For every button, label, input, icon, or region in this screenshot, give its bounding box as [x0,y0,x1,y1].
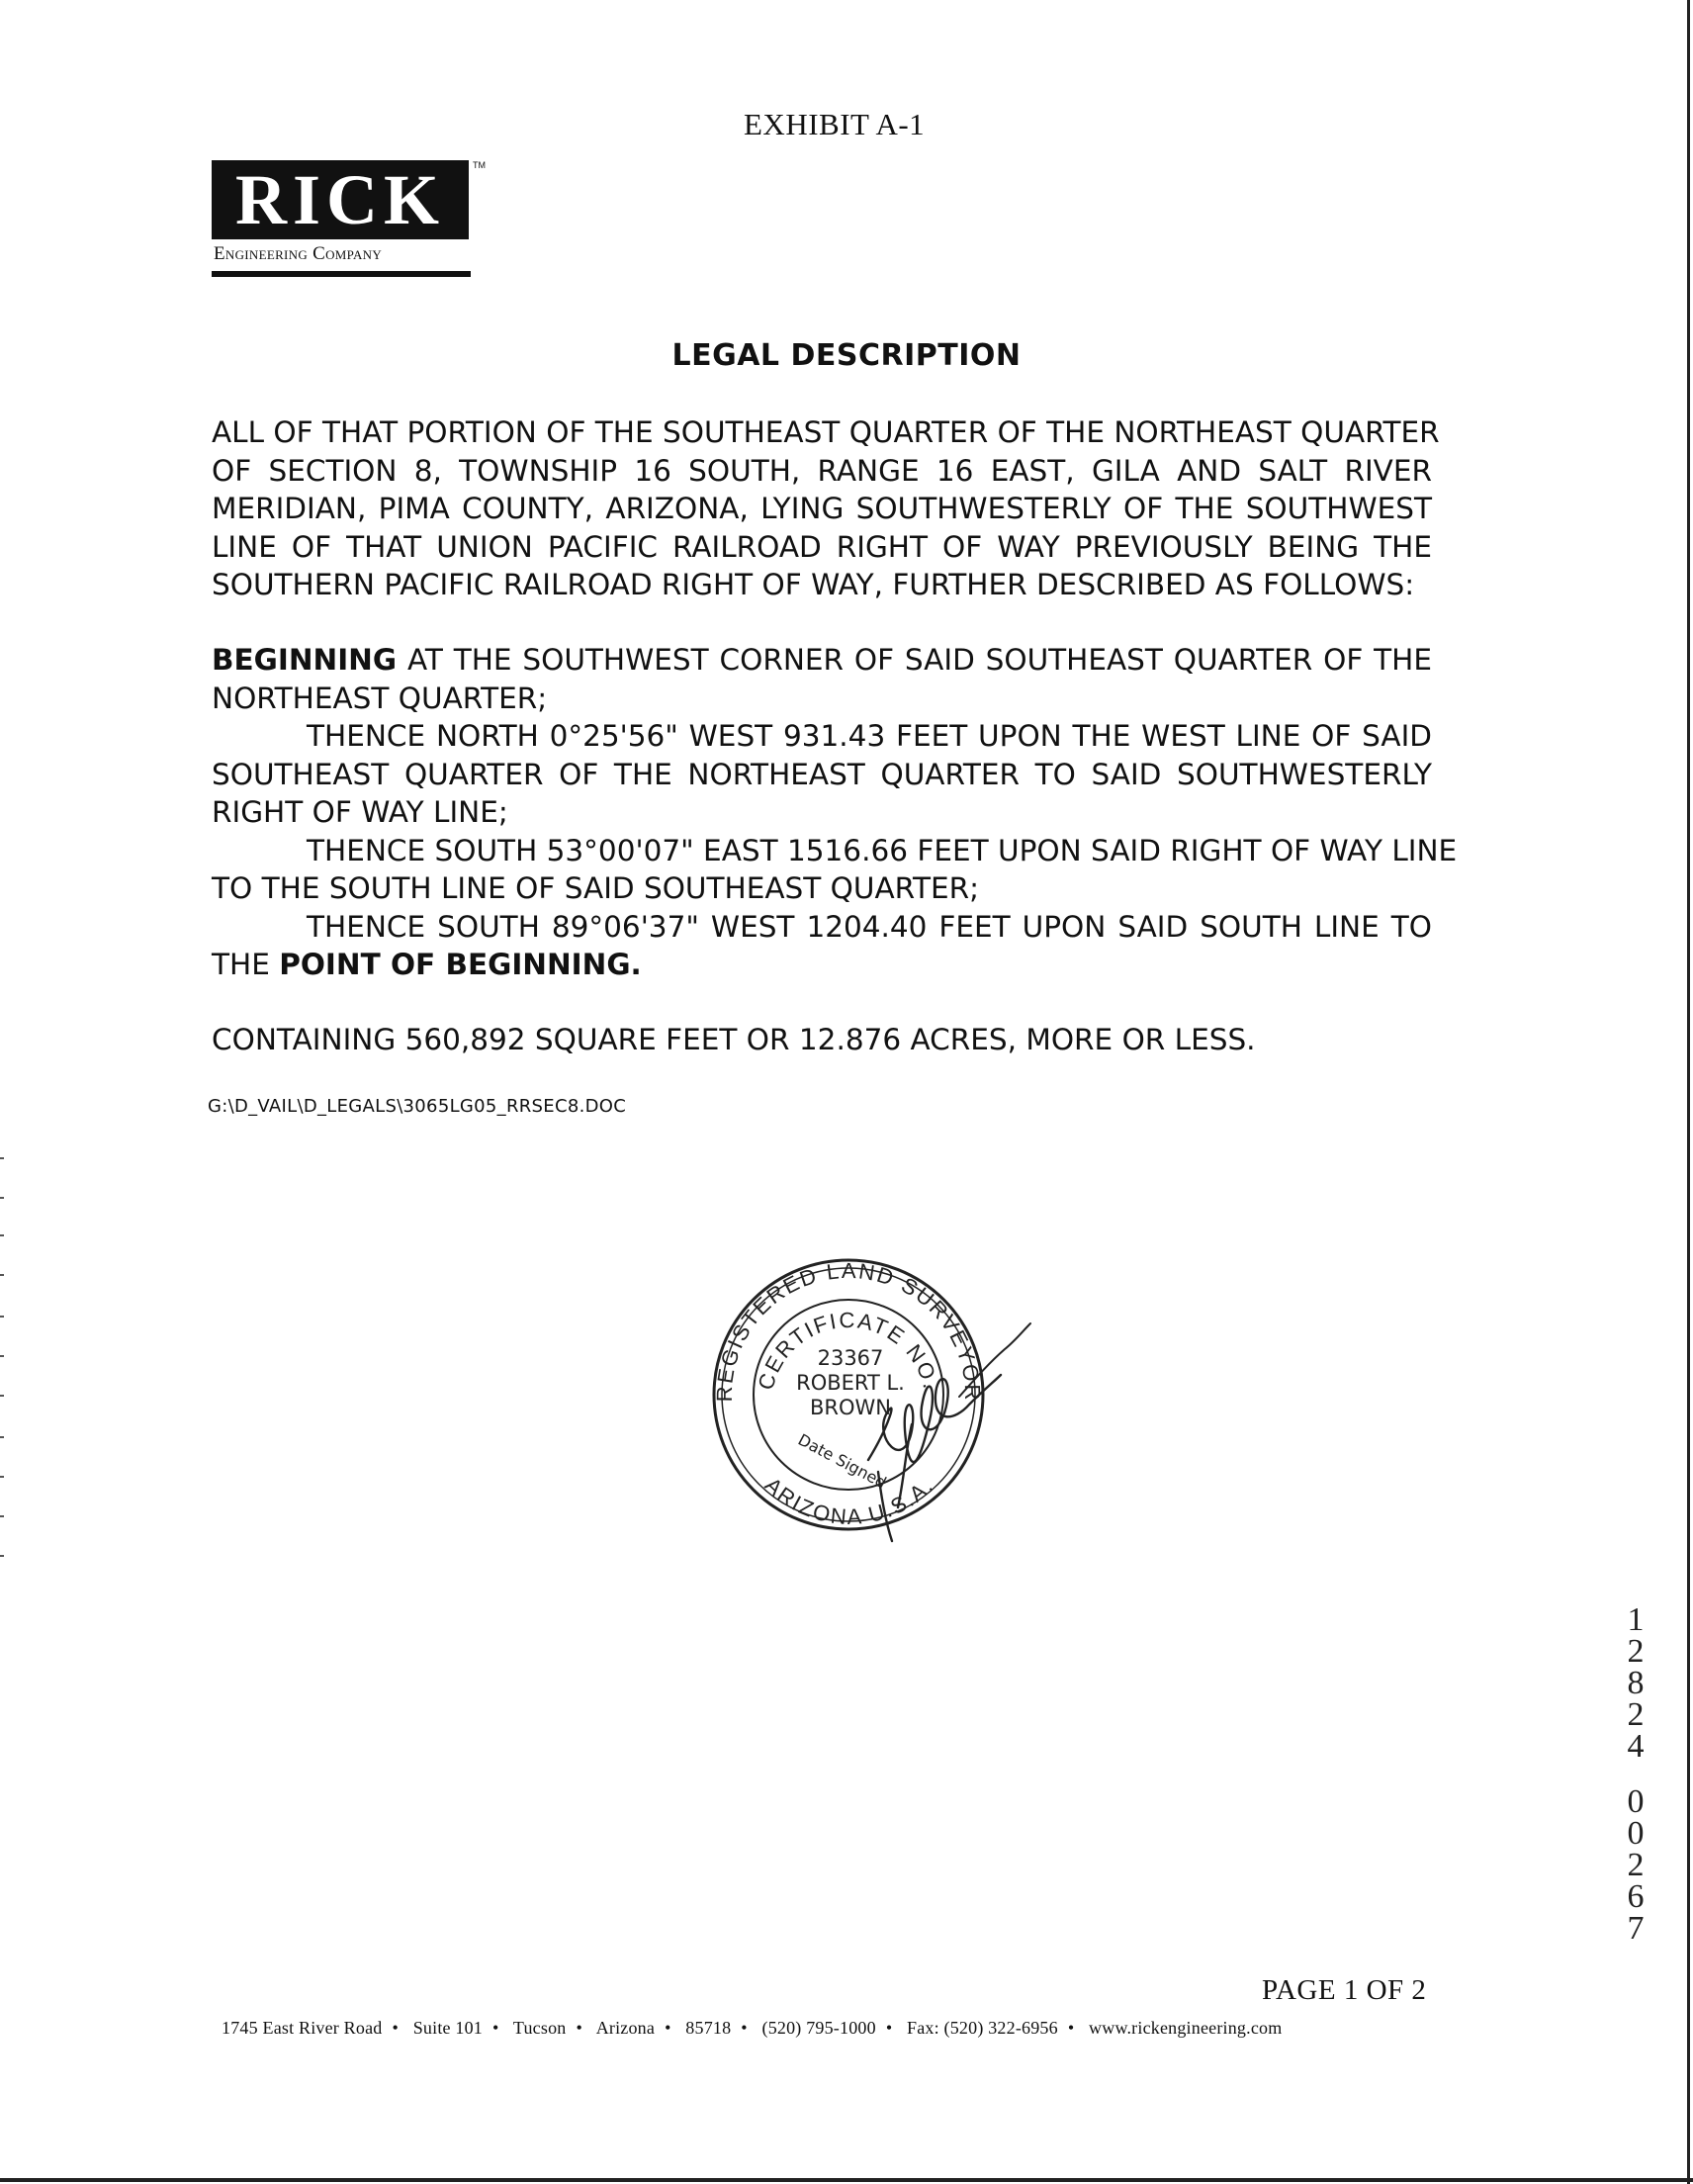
description-line: LINE OF THAT UNION PACIFIC RAILROAD RIGHT OF WAY PREVIOUSLY BEING THE [212,529,1432,564]
description-line: SOUTHERN PACIFIC RAILROAD RIGHT OF WAY, FURTHER DESCRIBED AS FOLLOWS: [212,568,1415,601]
stamp-digit: 2 [1627,1696,1645,1733]
beginning-paragraph [212,641,1458,984]
footer-phone: (520) 795-1000 [761,2018,876,2038]
surveyor-seal [663,1227,1048,1602]
scan-margin-marks [0,1157,6,1573]
seal-number: 23367 [817,1346,884,1370]
logo-wordmark: RICK [212,160,469,239]
seal-name-line-1: ROBERT L. [796,1371,905,1395]
seal-name-line-2: BROWN [809,1396,892,1419]
description-line: OF SECTION 8, TOWNSHIP 16 SOUTH, RANGE 16 EAST, GILA AND SALT RIVER [212,453,1432,488]
stamp-digit: 7 [1627,1910,1645,1947]
beginning-text: AT THE SOUTHWEST CORNER OF SAID SOUTHEAST QUARTER OF THE [397,643,1432,677]
beginning-line-2: NORTHEAST QUARTER; [212,681,548,715]
course-3-line-1: THENCE SOUTH 89°06'37" WEST 1204.40 FEET UPON SAID SOUTH LINE TO [307,909,1432,944]
footer-suite: Suite 101 [412,2018,484,2038]
stamp-digit: 1 [1627,1601,1645,1638]
stamp-digit: 2 [1627,1633,1645,1670]
description-line: MERIDIAN, PIMA COUNTY, ARIZONA, LYING SOUTHWESTERLY OF THE SOUTHWEST [212,492,1432,525]
document-stamp-number [1618,1601,1653,1947]
company-footer: 1745 East River Road • Suite 101 • Tucson • Arizona • 85718 • (520) 795-1000 • Fax: (520) 322-6956 • www.rickengineering.com [222,2018,1283,2038]
stamp-digit: 6 [1627,1878,1645,1915]
scan-edge-right [1687,0,1690,2184]
seal-date-label: Date Signed [794,1429,890,1493]
course-2-line-2: TO THE SOUTH LINE OF SAID SOUTHEAST QUARTER; [212,871,980,905]
course-3-line-2 [212,946,1432,984]
stamp-digit: 2 [1627,1847,1645,1883]
logo-trademark: TM [473,160,486,170]
footer-website: www.rickengineering.com [1089,2018,1283,2038]
logo-subtitle: Engineering Company [214,243,383,264]
course-3-lead: THE [212,948,280,981]
footer-state: Arizona [595,2018,656,2038]
course-1-line-3: RIGHT OF WAY LINE; [212,795,508,829]
exhibit-title: EXHIBIT A-1 [744,107,926,141]
course-1-line-2: SOUTHEAST QUARTER OF THE NORTHEAST QUARTER TO SAID SOUTHWESTERLY [212,757,1432,791]
footer-address: 1745 East River Road [222,2018,383,2038]
stamp-digit: 0 [1627,1783,1645,1820]
seal-bottom-text: ARIZONA U.S.A. [759,1472,939,1530]
file-path: G:\D_VAIL\D_LEGALS\3065LG05_RRSEC8.DOC [208,1096,627,1117]
course-1-line-1: THENCE NORTH 0°25'56" WEST 931.43 FEET UPON THE WEST LINE OF SAID [307,719,1432,753]
beginning-line [212,641,1432,680]
scan-edge-bottom [0,2178,1693,2182]
point-of-beginning: POINT OF BEGINNING. [279,948,642,981]
footer-zip: 85718 [685,2018,732,2038]
document-heading: LEGAL DESCRIPTION [671,338,1022,373]
footer-city: Tucson [512,2018,567,2038]
stamp-digit: 0 [1627,1815,1645,1852]
description-paragraph [212,413,1440,604]
stamp-digit: 8 [1627,1665,1645,1701]
seal-certificate-text: CERTIFICATE NO. [753,1307,944,1393]
area-statement: CONTAINING 560,892 SQUARE FEET OR 12.876 ACRES, MORE OR LESS. [212,1023,1256,1056]
beginning-bold: BEGINNING [212,643,398,677]
company-logo [210,158,486,283]
stamp-digit: 4 [1627,1728,1645,1765]
seal-outer-text: REGISTERED LAND SURVEYOR [711,1257,986,1403]
footer-fax: Fax: (520) 322-6956 [907,2018,1058,2038]
course-2-line-1: THENCE SOUTH 53°00'07" EAST 1516.66 FEET UPON SAID RIGHT OF WAY LINE [307,833,1458,867]
description-line: ALL OF THAT PORTION OF THE SOUTHEAST QUARTER OF THE NORTHEAST QUARTER [212,415,1440,449]
logo-underline [212,271,471,277]
page-number: PAGE 1 OF 2 [1262,1974,1427,2006]
